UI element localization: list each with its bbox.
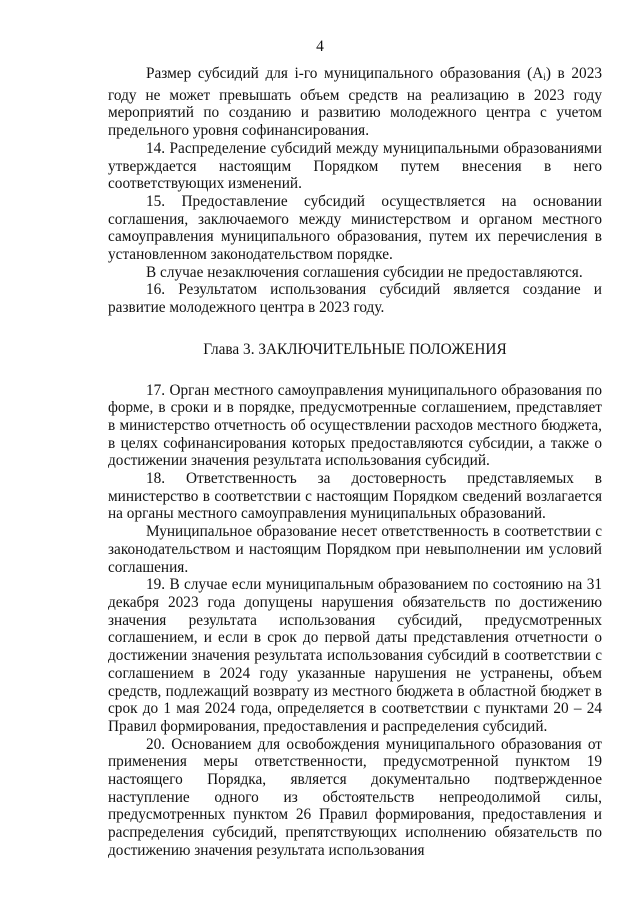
paragraph-15: 15. Предоставление субсидий осуществляется на основании соглашения, заключаемого между министерством и органом местного самоуправления муниципального образования, путем их перечисления в установленном законодательством порядке. (108, 192, 602, 264)
paragraph-17: 17. Орган местного самоуправления муниципального образования по форме, в сроки и в порядке, предусмотренные соглашением, представляет в министерство отчетность об осуществлении расходов местного бюджета, в целях софинансирования которых предоставляются субсидии, а также о достижении значения результата использования субсидий. (108, 381, 602, 470)
subscript-i: i (543, 72, 546, 82)
paragraph-14: 14. Распределение субсидий между муниципальными образованиями утверждается настоящим Порядком путем внесения в него соответствующих изменений. (108, 139, 602, 193)
document-body (108, 65, 602, 860)
paragraph-subsidy-size (108, 65, 602, 140)
page-number: 4 (316, 38, 324, 55)
paragraph-20: 20. Основанием для освобождения муниципального образования от применения меры ответственности, предусмотренной пунктом 19 настоящего Порядка, является документально подтвержденное наступление одного из обстоятельств непреодолимой силы, предусмотренных пунктом 26 Правил формирования, предоставления и распределения субсидий, препятствующих исполнению обязательств по достижению значения результата использования (108, 735, 602, 859)
paragraph-subsidy-size-text-a: Размер субсидий для i-го муниципального образования (A (146, 65, 544, 82)
paragraph-18-continuation: Муниципальное образование несет ответственность в соответствии с законодательством и настоящим Порядком при невыполнении им условий соглашения. (108, 523, 602, 576)
chapter-title: Глава 3. ЗАКЛЮЧИТЕЛЬНЫЕ ПОЛОЖЕНИЯ (203, 340, 507, 358)
paragraph-16: 16. Результатом использования субсидий является создание и развитие молодежного центра в 2023 году. (108, 281, 602, 317)
paragraph-15-continuation: В случае незаключения соглашения субсидии не предоставляются. (146, 263, 583, 281)
paragraph-18: 18. Ответственность за достоверность представляемых в министерство в соответствии с настоящим Порядком сведений возлагается на органы местного самоуправления муниципальных образований. (108, 470, 602, 523)
paragraph-subsidy-size-text-b: ) в 2023 году не может превышать объем средств на реализацию в 2023 году мероприятий по созданию и развитию молодежного центра с учетом предельного уровня софинансирования. (108, 65, 602, 140)
paragraph-19: 19. В случае если муниципальным образованием по состоянию на 31 декабря 2023 года допущены нарушения обязательств по достижению значения результата использования субсидий, предусмотренных соглашением, и если в срок до первой даты представления отчетности о достижении значения результата использования субсидий в соответствии с соглашением в 2024 году указанные нарушения не устранены, объем средств, подлежащий возврату из местного бюджета в областной бюджет в срок до 1 мая 2024 года, определяется в соответствии с пунктами 20 – 24 Правил формирования, предоставления и распределения субсидий. (108, 576, 602, 735)
